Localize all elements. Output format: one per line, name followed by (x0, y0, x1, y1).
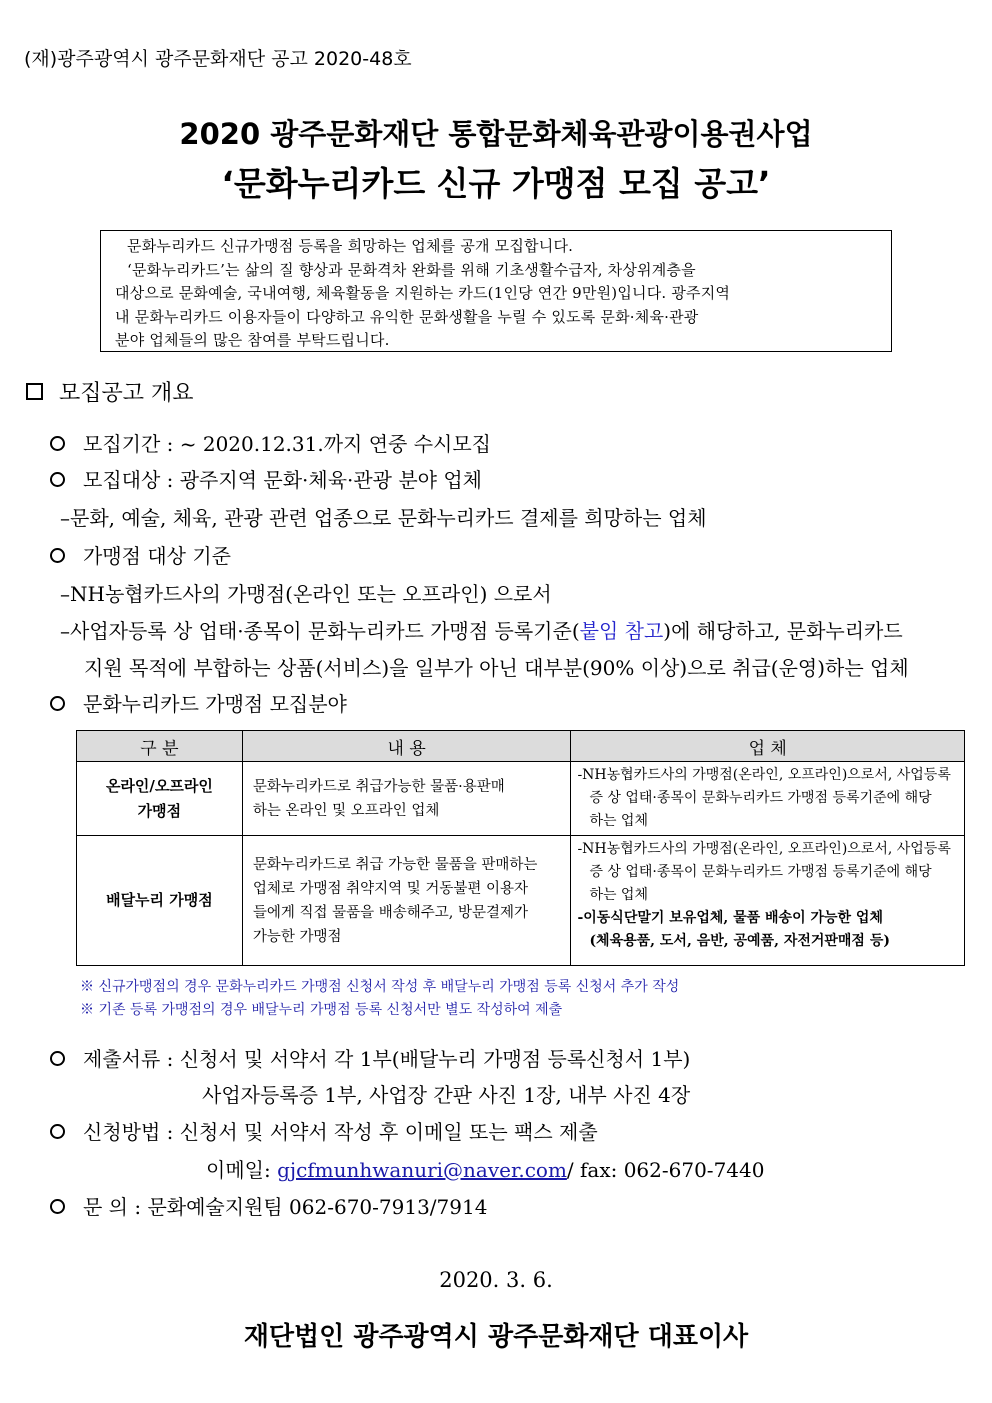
intro-line: 분야 업체들의 많은 참여를 부탁드립니다. (115, 331, 390, 349)
contact-line: 이메일: gjcfmunhwanuri@naver.com/ fax: 062-670-7440 (206, 1158, 765, 1182)
fax-number: / fax: 062-670-7440 (566, 1158, 765, 1182)
table-row (77, 836, 965, 966)
circle-bullet-icon (50, 472, 65, 487)
target-item: 모집대상 : 광주지역 문화·체육·관광 분야 업체 (50, 464, 482, 493)
circle-bullet-icon (50, 1051, 65, 1066)
table-header: 내 용 (242, 731, 571, 762)
business-cell: -NH농협카드사의 가맹점(온라인, 오프라인)으로서, 사업등록 증 상 업태·종목이 문화누리카드 가맹점 등록기준에 해당 하는 업체 (571, 762, 965, 836)
table-header: 구 분 (77, 731, 243, 762)
inquiry-item: 문 의 : 문화예술지원팀 062-670-7913/7914 (50, 1191, 487, 1220)
section-heading (26, 376, 194, 407)
method-item: 신청방법 : 신청서 및 서약서 작성 후 이메일 또는 팩스 제출 (50, 1116, 598, 1145)
business-cell: -NH농협카드사의 가맹점(온라인, 오프라인)으로서, 사업등록 증 상 업태·종목이 문화누리카드 가맹점 등록기준에 해당 하는 업체 -이동식단말기 보유업체, 물품 배송이 가능한 업체 (체육용품, 도서, 음반, 공예품, 자전거판매점 등) (571, 836, 965, 966)
signer: 재단법인 광주광역시 광주문화재단 대표이사 (243, 1322, 749, 1352)
intro-line: 내 문화누리카드 이용자들이 다양하고 유익한 문화생활을 누릴 수 있도록 문화·체육·관광 (115, 307, 699, 326)
criteria-line-1: –NH농협카드사의 가맹점(온라인 또는 오프라인) 으로서 (60, 582, 552, 606)
email-link[interactable]: gjcfmunhwanuri@naver.com (277, 1158, 567, 1182)
documents-item-2: 사업자등록증 1부, 사업장 간판 사진 1장, 내부 사진 4장 (202, 1083, 691, 1107)
table-row (77, 762, 965, 836)
table-header: 업 체 (571, 731, 965, 762)
intro-line: 문화누리카드 신규가맹점 등록을 희망하는 업체를 공개 모집합니다. (127, 237, 574, 255)
circle-bullet-icon (50, 548, 65, 563)
category-cell: 온라인/오프라인 가맹점 (77, 762, 243, 836)
note-line: ※ 신규가맹점의 경우 문화누리카드 가맹점 신청서 작성 후 배달누리 가맹점 등록 신청서 추가 작성 (80, 979, 680, 995)
fields-title: 문화누리카드 가맹점 모집분야 (50, 688, 347, 717)
content-cell: 문화누리카드로 취급 가능한 물품을 판매하는 업체로 가맹점 취약지역 및 거동불편 이용자 들에게 직접 물품을 배송해주고, 방문결제가 가능한 가맹점 (242, 836, 571, 966)
criteria-title: 가맹점 대상 기준 (50, 540, 231, 569)
recruitment-fields-table (76, 730, 965, 966)
table-header-row (77, 731, 965, 762)
criteria-line-2: –사업자등록 상 업태·종목이 문화누리카드 가맹점 등록기준(붙임 참고)에 해당하고, 문화누리카드 (60, 619, 903, 643)
period-item: 모집기간 : ~ 2020.12.31.까지 연중 수시모집 (50, 428, 491, 457)
intro-line: 대상으로 문화예술, 국내여행, 체육활동을 지원하는 카드(1인당 연간 9만원)입니다. 광주지역 (115, 284, 731, 302)
checkbox-icon (26, 383, 43, 400)
attachment-reference: 붙임 참고 (579, 619, 664, 643)
circle-bullet-icon (50, 696, 65, 711)
page-title-line-1: 2020 광주문화재단 통합문화체육관광이용권사업 (179, 117, 813, 151)
content-cell: 문화누리카드로 취급가능한 물품·용판매 하는 온라인 및 오프라인 업체 (242, 762, 571, 836)
circle-bullet-icon (50, 436, 65, 451)
notice-number: (재)광주광역시 광주문화재단 공고 2020-48호 (24, 48, 412, 70)
circle-bullet-icon (50, 1199, 65, 1214)
intro-line: ‘문화누리카드’는 삶의 질 향상과 문화격차 완화를 위해 기초생활수급자, 차상위계층을 (127, 260, 696, 279)
note-line: ※ 기존 등록 가맹점의 경우 배달누리 가맹점 등록 신청서만 별도 작성하여 제출 (80, 1002, 563, 1018)
page-title-line-2: ‘문화누리카드 신규 가맹점 모집 공고’ (221, 164, 771, 203)
section-title: 모집공고 개요 (59, 381, 194, 406)
intro-box (100, 230, 892, 352)
issue-date: 2020. 3. 6. (439, 1268, 553, 1292)
circle-bullet-icon (50, 1124, 65, 1139)
target-detail: –문화, 예술, 체육, 관광 관련 업종으로 문화누리카드 결제를 희망하는 업체 (60, 506, 707, 530)
criteria-line-3: 지원 목적에 부합하는 상품(서비스)을 일부가 아닌 대부분(90% 이상)으로 취급(운영)하는 업체 (84, 656, 909, 680)
category-cell: 배달누리 가맹점 (77, 836, 243, 966)
documents-item: 제출서류 : 신청서 및 서약서 각 1부(배달누리 가맹점 등록신청서 1부) (50, 1043, 690, 1072)
